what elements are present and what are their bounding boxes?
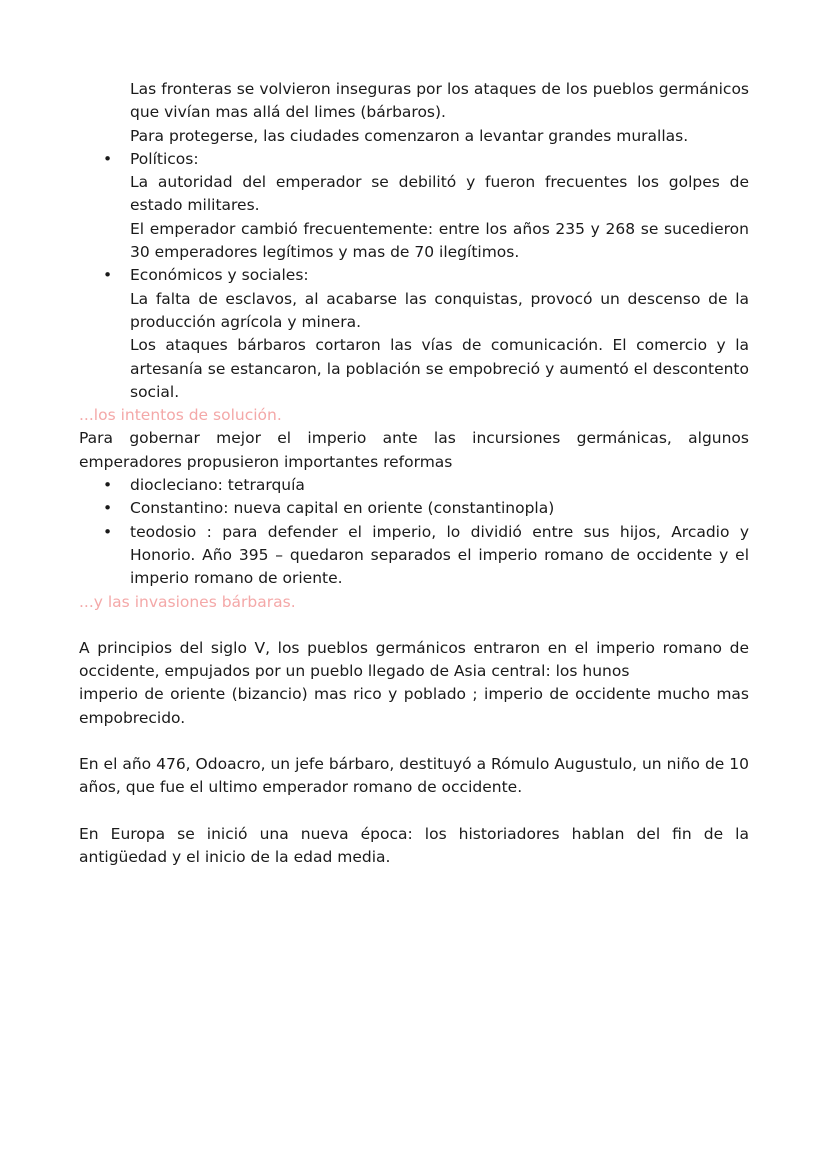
section-heading-invasiones: ...y las invasiones bárbaras. — [79, 592, 296, 611]
bullet-diocleciano: • diocleciano: tetrarquía — [79, 474, 749, 497]
spacer — [79, 730, 749, 753]
politicos-text-2: El emperador cambió frecuentemente: entre los años 235 y 268 se sucedieron 30 emperadores legítimos y mas de 70 ilegítimos. — [130, 219, 749, 262]
bullet-teodosio: • teodosio : para defender el imperio, lo dividió entre sus hijos, Arcadio y Honorio. Año 395 – quedaron separados el imperio romano de occidente y el imperio romano de oriente. — [79, 521, 749, 591]
bullet-politicos-title: • Políticos: — [79, 148, 749, 171]
bullet-economicos-title: • Económicos y sociales: — [79, 264, 749, 287]
solucion-intro: Para gobernar mejor el imperio ante las incursiones germánicas, algunos emperadores propusieron importantes reformas — [79, 429, 749, 471]
spacer — [79, 614, 749, 637]
politicos-text-1: La autoridad del emperador se debilitó y fueron frecuentes los golpes de estado militares. — [130, 173, 749, 215]
militares-text-2: Para protegerse, las ciudades comenzaron a levantar grandes murallas. — [130, 126, 689, 145]
economicos-text-1: La falta de esclavos, al acabarse las conquistas, provocó un descenso de la producción agrícola y minera. — [130, 289, 749, 331]
economicos-text-2: Los ataques bárbaros cortaron las vías de comunicación. El comercio y la artesanía se estancaron, la población se empobreció y aumentó el descontento social. — [130, 336, 749, 401]
invasiones-paragraph-1b: imperio de oriente (bizancio) mas rico y poblado ; imperio de occidente mucho mas empobrecido. — [79, 685, 749, 727]
militares-text-1: Las fronteras se volvieron inseguras por los ataques de los pueblos germánicos que vivían mas allá del limes (bárbaros). — [130, 80, 749, 122]
section-heading-solucion: ...los intentos de solución. — [79, 406, 282, 425]
spacer — [79, 800, 749, 823]
invasiones-paragraph-1a: A principios del siglo V, los pueblos germánicos entraron en el imperio romano de occidente, empujados por un pueblo llegado de Asia central: los hunos — [79, 638, 749, 681]
invasiones-paragraph-2: En el año 476, Odoacro, un jefe bárbaro, destituyó a Rómulo Augustulo, un niño de 10 años, que fue el ultimo emperador romano de occidente. — [79, 755, 749, 797]
document-page — [79, 78, 749, 869]
bullet-constantino: • Constantino: nueva capital en oriente (constantinopla) — [79, 497, 749, 520]
invasiones-paragraph-3: En Europa se inició una nueva época: los historiadores hablan del fin de la antigüedad y el inicio de la edad media. — [79, 824, 749, 866]
